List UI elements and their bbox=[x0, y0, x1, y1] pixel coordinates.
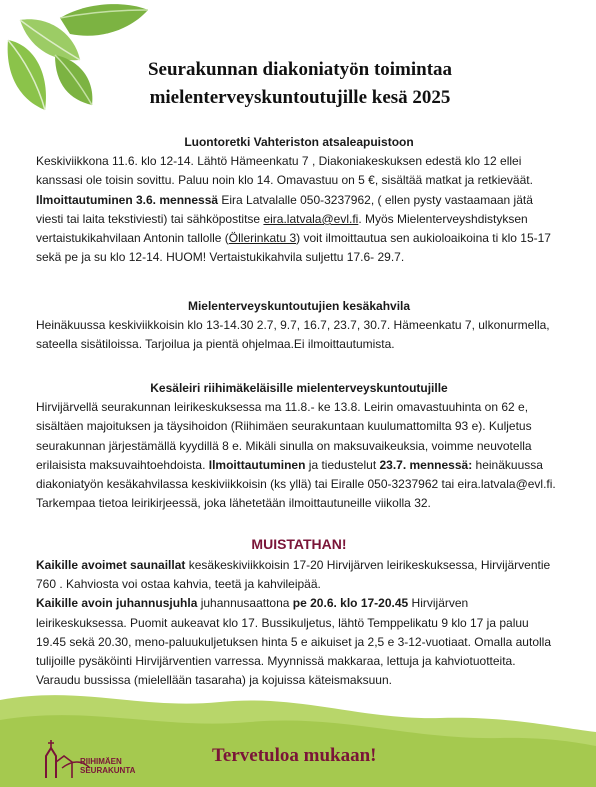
section-muistathan bbox=[36, 535, 562, 690]
text-run: Eira Latvalalle 050-3237962, ( ellen pysty vastaamaan jätä viesti tai laita tekstiviesti) tai sähköpostitse bbox=[36, 192, 533, 226]
muistathan-body bbox=[36, 556, 562, 690]
section-summer-cafe bbox=[36, 297, 562, 355]
welcome-text: Tervetuloa mukaan! bbox=[212, 745, 377, 766]
title-line-2: mielenterveyskuntoutujille kesä 2025 bbox=[149, 87, 451, 108]
bold-text: Kaikille avoimet saunaillat bbox=[36, 558, 186, 572]
logo-line-2: SEURAKUNTA bbox=[80, 766, 136, 775]
section-summer-camp bbox=[36, 379, 562, 513]
bold-text: Kaikille avoin juhannusjuhla bbox=[36, 596, 198, 611]
logo-text bbox=[80, 757, 135, 775]
text-run: Heinäkuussa keskiviikkoisin klo 13-14.30 2.7, 9.7, 16.7, 23.7, 30.7. Hämeenkatu 7, ulkonurmella, sateella sisätiloissa. Tarjoilua ja pientä ohjelmaa.Ei ilmoittautumista. bbox=[36, 318, 550, 352]
text-run: kesäkeskiviikkoisin 17-20 Hirvijärven leirikeskuksessa, Hirvijärventie 760 . Kahviosta voi ostaa kahvia, teetä ja kahvileipää. bbox=[36, 558, 551, 592]
text-run: ja tiedustelut bbox=[305, 457, 380, 472]
section-body bbox=[36, 316, 562, 354]
text-run: heinäkuussa diakoniatyön kesäkahvilassa keskiviikkoisin (ks yllä) tai Eiralle 050-3237962 tai eira.latvala@evl.fi. Tarkempaa tietoa leirikirjeessä, joka lähetetään ilmoittautuneille viikolla 32. bbox=[36, 457, 556, 511]
bold-text: Ilmoittautuminen bbox=[208, 457, 306, 472]
section-body bbox=[36, 398, 562, 513]
muistathan-heading: MUISTATHAN! bbox=[251, 536, 347, 552]
section-body bbox=[36, 152, 562, 267]
text-run: Keskiviikkona 11.6. klo 12-14. Lähtö Hämeenkatu 7 , Diakoniakeskuksen edestä klo 12 ellei kanssasi ole toisin sovittu. Paluu noin klo 14. Omavastuu on 5 €, sisältää matkat ja retkieväät. bbox=[36, 154, 533, 188]
underlined-text: eira.latvala@evl.fi bbox=[263, 211, 359, 226]
text-run: ) voit ilmoittautua sen aukioloaikoina ti klo 15-17 sekä pe ja su klo 12-14. HUOM! Vertaistukikahvila suljettu 17.6- 29.7. bbox=[36, 231, 551, 265]
bold-text: pe 20.6. klo 17-20.45 bbox=[292, 596, 409, 611]
section-nature-trip bbox=[36, 133, 562, 267]
section-heading: Mielenterveyskuntoutujien kesäkahvila bbox=[187, 299, 411, 313]
text-run: juhannusaattona bbox=[197, 596, 293, 611]
page-title bbox=[110, 56, 490, 112]
logo-line-1: RIIHIMÄEN bbox=[80, 757, 122, 766]
bold-text: Ilmoittautuminen 3.6. mennessä bbox=[36, 192, 219, 207]
section-heading: Luontoretki Vahteriston atsaleapuistoon bbox=[184, 135, 414, 149]
underlined-text: Öllerinkatu 3 bbox=[228, 231, 297, 246]
title-line-1: Seurakunnan diakoniatyön toimintaa bbox=[147, 59, 453, 80]
bold-text: 23.7. mennessä: bbox=[379, 457, 473, 472]
text-run: Hirvijärven leirikeskuksessa. Puomit aukeavat klo 17. Bussikuljetus, lähtö Temppelikatu 9 klo 17 ja paluu 19.45 sekä 20.30, meno-paluukuljetuksen hinta 5 e aikuiset ja 2,5 e 3-12-vuotiaat. Omalla autolla tulijoille pysäköinti Hirvijärventien varressa. Myynnissä makkaraa, lettuja ja kahviotuotteita. Varaudu bussissa (mielellään tasaraha) ja kojuissa käteismaksuun. bbox=[36, 596, 551, 688]
text-run: Hirvijärvellä seurakunnan leirikeskuksessa ma 11.8.- ke 13.8. Leirin omavastuuhinta on 62 e, sisältäen majoituksen ja täysihoidon (Riihimäen seurakuntaan kuulumattomilta 93 e). Kuljetus seurakunnan järjestämällä kyydillä 8 e. Mikäli sinulla on maksuvaikeuksia, voimme neuvotella erilaisista maksuvaihtoehdoista. bbox=[36, 400, 532, 472]
text-run: . Myös Mielenterveyshdistyksen vertaistukikahvilaan Antonin tallolle ( bbox=[36, 211, 528, 246]
section-heading: Kesäleiri riihimäkeläisille mielenterveyskuntoutujille bbox=[150, 381, 448, 395]
